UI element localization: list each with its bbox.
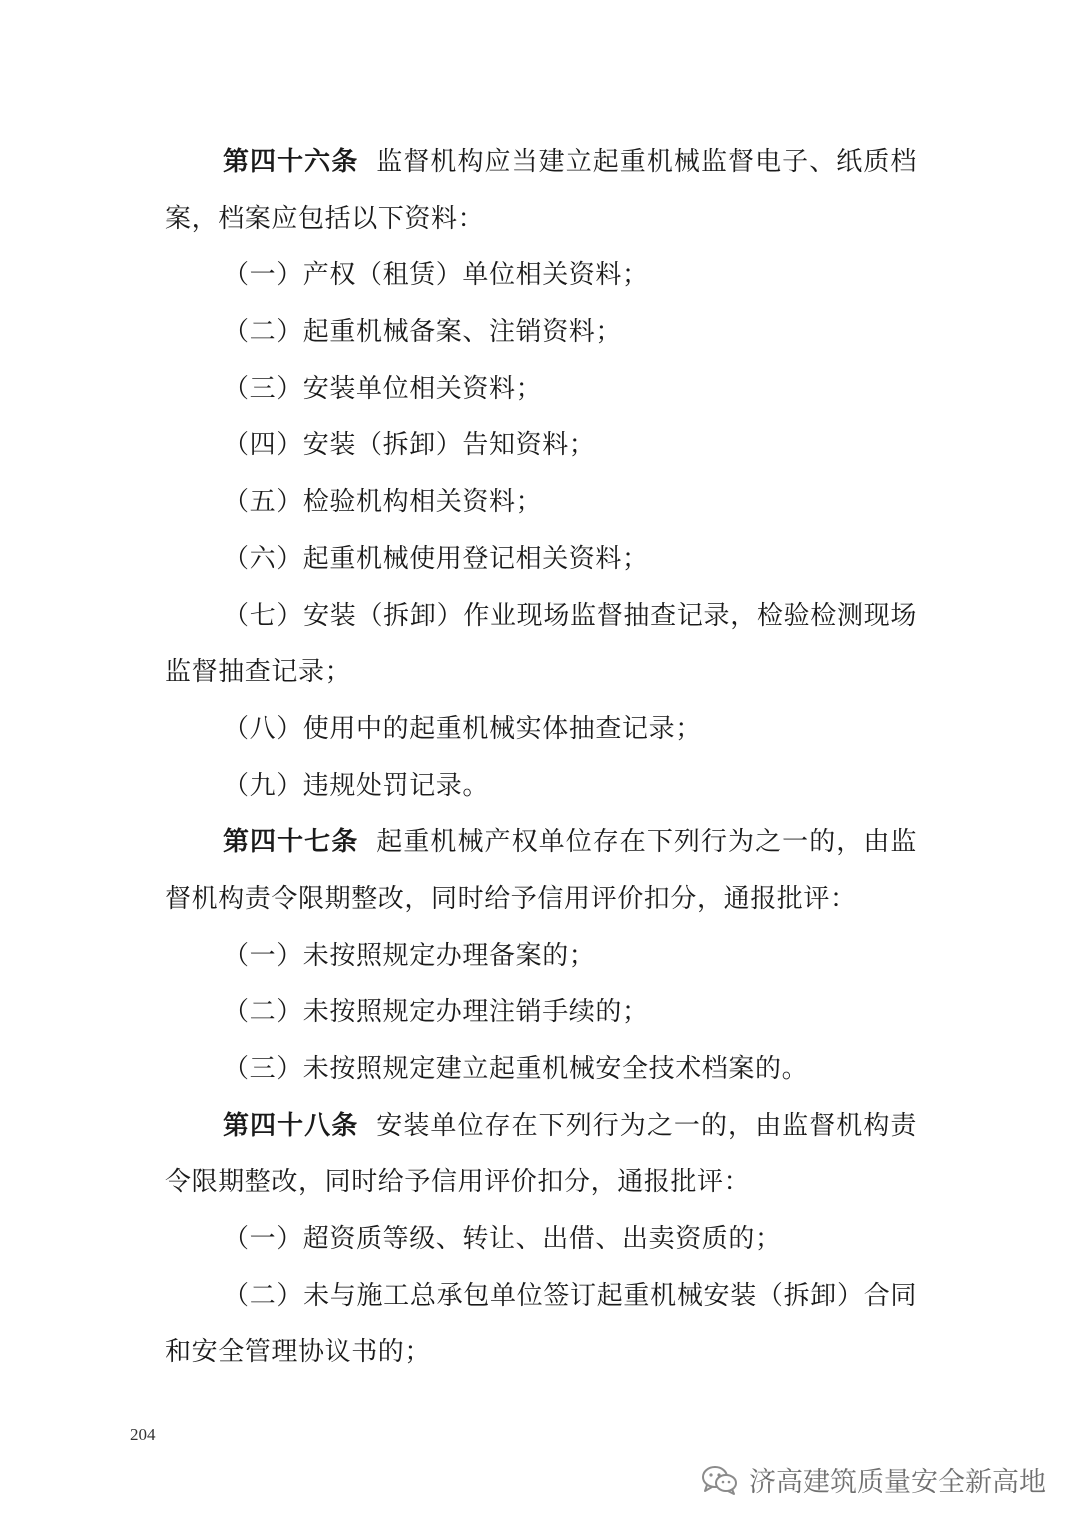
wechat-icon xyxy=(701,1464,739,1496)
list-item: （七）安装（拆卸）作业现场监督抽查记录，检验检测现场 xyxy=(223,600,917,631)
list-item: （二）起重机械备案、注销资料； xyxy=(223,317,623,348)
article-46-first-line xyxy=(165,134,917,191)
watermark xyxy=(701,1460,1046,1499)
list-item: （一）未按照规定办理备案的； xyxy=(223,940,596,971)
list-item: （五）检验机构相关资料； xyxy=(223,487,543,518)
watermark-text: 济高建筑质量安全新高地 xyxy=(749,1467,1046,1498)
list-item: （三）未按照规定建立起重机械安全技术档案的。 xyxy=(223,1054,809,1084)
list-item: （二）未与施工总承包单位签订起重机械安装（拆卸）合同 xyxy=(223,1280,917,1311)
list-item: （四）安装（拆卸）告知资料； xyxy=(223,430,596,461)
article-46-text: 监督机构应当建立起重机械监督电子、纸质档 xyxy=(376,147,917,177)
article-47-continuation: 督机构责令限期整改，同时给予信用评价扣分，通报批评： xyxy=(165,883,857,914)
article-47-heading: 第四十七条 xyxy=(223,827,359,858)
article-47-first-line xyxy=(165,814,917,871)
list-item: （一）产权（租赁）单位相关资料； xyxy=(223,260,649,291)
article-48-heading: 第四十八条 xyxy=(223,1110,359,1141)
list-item-continuation: 监督抽查记录； xyxy=(165,657,352,688)
article-46-heading: 第四十六条 xyxy=(223,147,359,177)
list-item: （六）起重机械使用登记相关资料； xyxy=(223,543,649,574)
article-48-first-line xyxy=(165,1098,917,1155)
article-48-continuation: 令限期整改，同时给予信用评价扣分，通报批评： xyxy=(165,1167,751,1198)
list-item: （八）使用中的起重机械实体抽查记录； xyxy=(223,713,702,744)
list-item: （二）未按照规定办理注销手续的； xyxy=(223,997,649,1028)
list-item: （一）超资质等级、转让、出借、出卖资质的； xyxy=(223,1224,782,1255)
document-body xyxy=(165,134,917,1381)
list-item: （九）违规处罚记录。 xyxy=(223,770,490,801)
article-48-text: 安装单位存在下列行为之一的，由监督机构责 xyxy=(376,1110,917,1141)
article-46-continuation: 案，档案应包括以下资料： xyxy=(165,203,485,234)
list-item: （三）安装单位相关资料； xyxy=(223,373,543,404)
article-47-text: 起重机械产权单位存在下列行为之一的，由监 xyxy=(376,827,917,858)
page-number: 204 xyxy=(130,1425,156,1444)
list-item-continuation: 和安全管理协议书的； xyxy=(165,1337,432,1368)
